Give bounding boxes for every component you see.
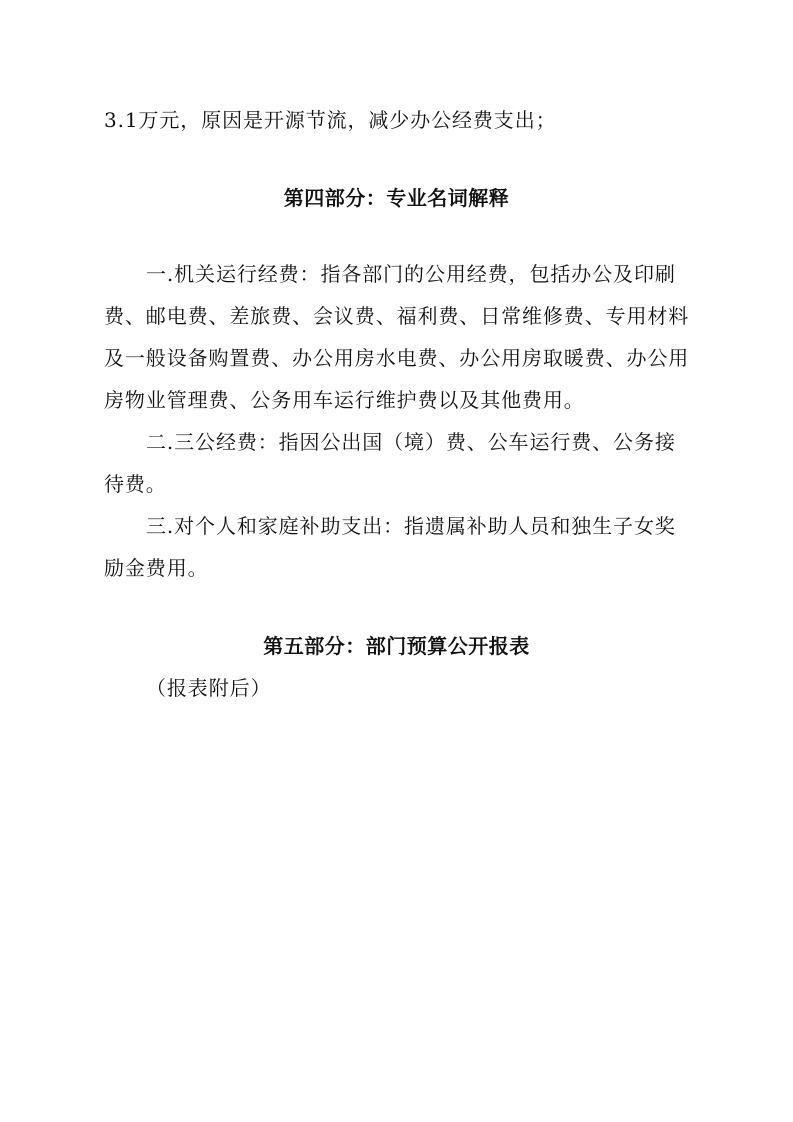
continuation-line: 3.1万元，原因是开源节流，减少办公经费支出； [104,108,557,132]
item2-line1: 二.三公经费：指因公出国（境）费、公车运行费、公务接 [146,430,676,454]
item1-line1: 一.机关运行经费：指各部门的公用经费，包括办公及印刷 [146,262,676,286]
item3-line2: 励金费用。 [104,556,209,580]
item3-line1: 三.对个人和家庭补助支出：指遗属补助人员和独生子女奖 [146,514,676,538]
attachment-note: （报表附后） [146,676,272,700]
item1-line3: 及一般设备购置费、办公用房水电费、办公用房取暖费、办公用 [104,346,690,370]
item1-line2: 费、邮电费、差旅费、会议费、福利费、日常维修费、专用材料 [104,304,690,328]
item1-line4: 房物业管理费、公务用车运行维护费以及其他费用。 [104,388,585,412]
part5-heading: 第五部分：部门预算公开报表 [263,634,530,658]
part4-heading: 第四部分：专业名词解释 [283,186,510,210]
item2-line2: 待费。 [104,472,167,496]
